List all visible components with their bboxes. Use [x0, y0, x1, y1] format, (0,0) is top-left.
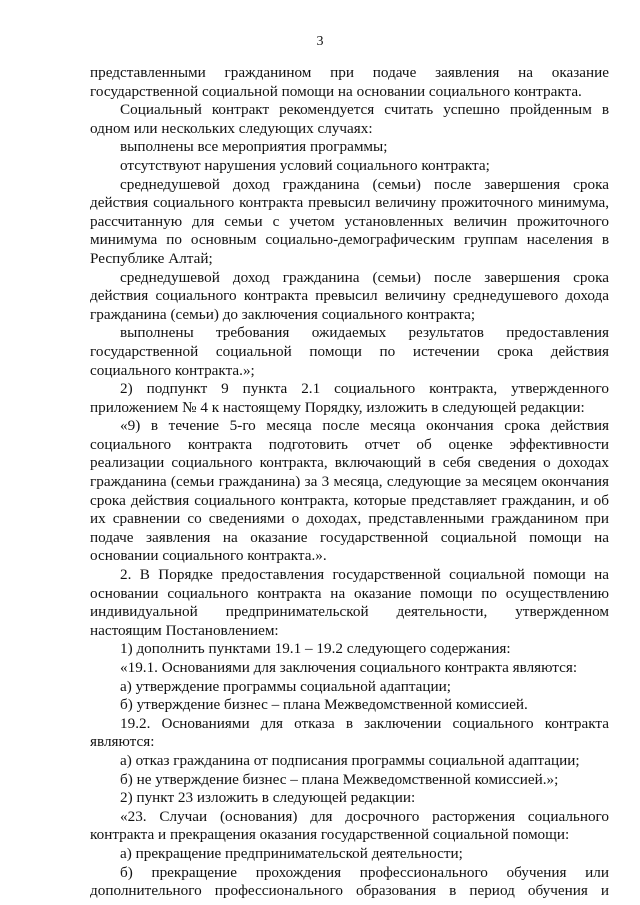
- paragraph: «9) в течение 5-го месяца после месяца окончания срока действия социального контракта подготовить отчет об оценке эффективности реализации социального контракта, включающий в себя сведения о доходах гражданина (семьи гражданина) за 3 месяца, следующие за месяцем окончания срока действия социального контракта, которые представляет гражданин, и об их сравнении со сведениями о доходах, представленными гражданином при подаче заявления на оказание государственной социальной помощи на основании социального контракта.».: [90, 417, 609, 565]
- paragraph: б) утверждение бизнес – плана Межведомственной комиссией.: [120, 696, 528, 714]
- paragraph: б) прекращение прохождения профессионального обучения или дополнительного профессионального образования в период обучения и: [90, 863, 609, 900]
- paragraph: среднедушевой доход гражданина (семьи) после завершения срока действия социального контракта превысил величину прожиточного минимума, рассчитанную для семьи с учетом установленных величин прожиточного минимума по основным социально-демографическим группам населения в Республике Алтай;: [90, 175, 609, 267]
- paragraph: «19.1. Основаниями для заключения социального контракта являются:: [120, 659, 578, 676]
- paragraph: выполнены все мероприятия программы;: [120, 138, 388, 156]
- paragraph: 2) подпункт 9 пункта 2.1 социального контракта, утвержденного приложением № 4 к настоящему Порядку, изложить в следующей редакции:: [90, 380, 609, 416]
- document-body: [90, 64, 609, 901]
- paragraph: выполнены требования ожидаемых результатов предоставления государственной социальной помощи по истечении срока действия социального контракта.»;: [90, 324, 609, 379]
- paragraph: б) не утверждение бизнес – плана Межведомственной комиссией.»;: [120, 770, 559, 788]
- paragraph: 2) пункт 23 изложить в следующей редакции:: [120, 789, 416, 807]
- paragraph: а) утверждение программы социальной адаптации;: [120, 677, 452, 695]
- paragraph: а) отказ гражданина от подписания программы социальной адаптации;: [120, 751, 580, 769]
- paragraph: среднедушевой доход гражданина (семьи) после завершения срока действия социального контракта превысил величину среднедушевого дохода гражданина (семьи) до заключения социального контракта;: [90, 268, 609, 323]
- paragraph: представленными гражданином при подаче заявления на оказание государственной социальной помощи на основании социального контракта.: [90, 64, 609, 100]
- paragraph: «23. Случаи (основания) для досрочного расторжения социального контракта и прекращения оказания государственной социальной помощи:: [90, 807, 609, 844]
- page-number: 3: [316, 34, 324, 49]
- paragraph: а) прекращение предпринимательской деятельности;: [120, 844, 463, 862]
- paragraph: 19.2. Основаниями для отказа в заключении социального контракта являются:: [90, 714, 609, 751]
- paragraph: отсутствуют нарушения условий социального контракта;: [120, 156, 490, 174]
- paragraph: 2. В Порядке предоставления государственной социальной помощи на основании социального контракта на оказание помощи по осуществлению индивидуальной предпринимательской деятельности, утвержденном настоящим Постановлением:: [90, 566, 609, 639]
- paragraph: 1) дополнить пунктами 19.1 – 19.2 следующего содержания:: [120, 640, 511, 658]
- paragraph: Социальный контракт рекомендуется считать успешно пройденным в одном или нескольких следующих случаях:: [90, 101, 609, 137]
